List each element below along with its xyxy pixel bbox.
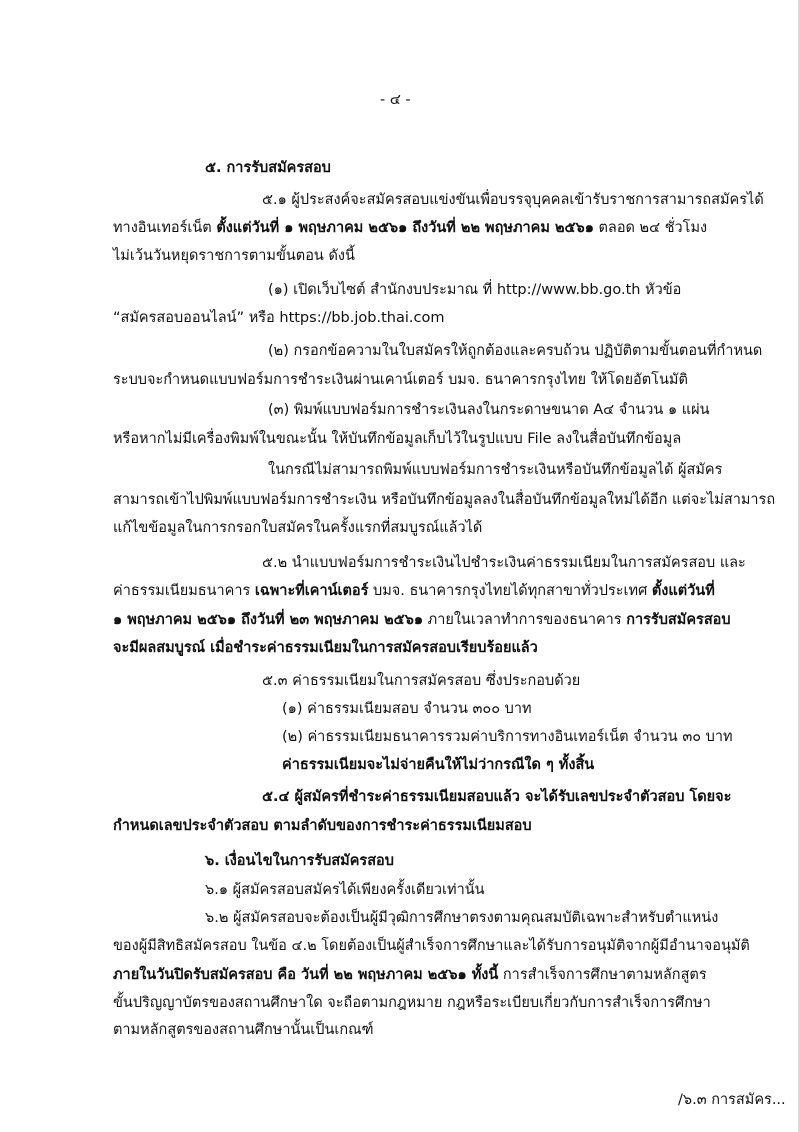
bold-text: จะมีผลสมบูรณ์ เมื่อชำระค่าธรรมเนียมในการสมัครสอบเรียบร้อยแล้ว: [113, 640, 538, 656]
bold-text: ๕. การรับสมัครสอบ: [205, 160, 331, 176]
text-run: ค่าธรรมเนียมธนาคาร: [113, 583, 255, 599]
text-line: [113, 993, 711, 1013]
text-run: การสำเร็จการศึกษาตามหลักสูตร: [498, 967, 707, 983]
text-line: [282, 699, 532, 719]
text-run: (๒) กรอกข้อความในใบสมัครให้ถูกต้องและครบถ้วน ปฏิบัติตามขั้นตอนที่กำหนด: [268, 343, 763, 359]
continuation-note: /๖.๓ การสมัคร...: [678, 1092, 786, 1108]
text-run: (๑) ค่าธรรมเนียมสอบ จำนวน ๓๐๐ บาท: [282, 701, 532, 717]
text-line: [113, 610, 731, 630]
text-line: [262, 671, 580, 691]
text-run: ระบบจะกำหนดแบบฟอร์มการชำระเงินผ่านเคาน์เตอร์ บมจ. ธนาคารกรุงไทย ให้โดยอัตโนมัติ: [113, 372, 688, 388]
text-run: (๓) พิมพ์แบบฟอร์มการชำระเงินลงในกระดาษขนาด A๔ จำนวน ๑ แผ่น: [268, 402, 710, 418]
text-run: แก้ไขข้อมูลในการกรอกใบสมัครในครั้งแรกที่สมบูรณ์แล้วได้: [113, 520, 483, 536]
bold-text: ค่าธรรมเนียมจะไม่จ่ายคืนให้ไม่ว่ากรณีใด ๆ ทั้งสิ้น: [282, 757, 595, 773]
bold-text: ตั้งแต่วันที่: [651, 583, 715, 599]
text-run: ไม่เว้นวันหยุดราชการตามขั้นตอน ดังนี้: [113, 248, 355, 264]
text-line: [262, 787, 731, 807]
text-run: ๕.๑ ผู้ประสงค์จะสมัครสอบแข่งขันเพื่อบรรจุบุคคลเข้ารับราชการสามารถสมัครได้: [262, 192, 764, 208]
text-run: ๖.๑ ผู้สมัครสอบสมัครได้เพียงครั้งเดียวเท่านั้น: [205, 882, 485, 898]
text-line: [205, 880, 485, 900]
text-line: [113, 429, 681, 449]
text-line: [113, 936, 750, 956]
text-run: (๑) เปิดเว็บไซต์ สำนักงบประมาณ ที่ http://www.bb.go.th หัวข้อ: [268, 282, 682, 298]
bold-text: ๕.๔ ผู้สมัครที่ชำระค่าธรรมเนียมสอบแล้ว จะได้รับเลขประจำตัวสอบ โดยจะ: [262, 789, 732, 805]
bold-text: ๖. เงื่อนไขในการรับสมัครสอบ: [205, 853, 394, 869]
bold-text: ตั้งแต่วันที่ ๑ พฤษภาคม ๒๕๖๑ ถึงวันที่ ๒๒ พฤษภาคม ๒๕๖๑: [216, 220, 594, 236]
text-line: [262, 553, 746, 573]
text-run: สามารถเข้าไปพิมพ์แบบฟอร์มการชำระเงิน หรือบันทึกข้อมูลลงในสื่อบันทึกข้อมูลใหม่ได้อีก แต่จะไม่สามารถ: [113, 492, 776, 508]
bold-text: การรับสมัครสอบ: [626, 612, 731, 628]
text-run: หรือหากไม่มีเครื่องพิมพ์ในขณะนั้น ให้บันทึกข้อมูลเก็บไว้ในรูปแบบ File ลงในสื่อบันทึกข้อมูล: [113, 431, 682, 447]
bold-text: กำหนดเลขประจำตัวสอบ ตามลำดับของการชำระค่าธรรมเนียมสอบ: [113, 818, 532, 834]
text-line: [113, 581, 715, 601]
text-line: [262, 190, 764, 210]
section-heading: [205, 158, 331, 178]
text-line: [113, 370, 688, 390]
text-line: [282, 755, 594, 775]
text-run: ๖.๒ ผู้สมัครสอบจะต้องเป็นผู้มีวุฒิการศึกษาตรงตามคุณสมบัติเฉพาะสำหรับตำแหน่ง: [205, 910, 719, 926]
text-run: ตลอด ๒๔ ชั่วโมง: [593, 220, 708, 236]
text-run: ของผู้มีสิทธิสมัครสอบ ในข้อ ๔.๒ โดยต้องเป็นผู้สำเร็จการศึกษาและได้รับการอนุมัติจากผู้มีอำนาจอนุมัติ: [113, 938, 750, 954]
text-line: [113, 638, 538, 658]
text-run: ทางอินเทอร์เน็ต: [113, 220, 217, 236]
text-run: ๕.๒ นำแบบฟอร์มการชำระเงินไปชำระเงินค่าธรรมเนียมในการสมัครสอบ และ: [262, 555, 746, 571]
text-line: [113, 518, 482, 538]
text-run: “สมัครสอบออนไลน์” หรือ https://bb.job.thai.com: [113, 310, 445, 326]
page-number: - ๔ -: [380, 92, 411, 108]
text-run: ตามหลักสูตรของสถานศึกษานั้นเป็นเกณฑ์: [113, 1022, 374, 1038]
text-line: [113, 246, 355, 266]
text-line: [268, 400, 710, 420]
text-run: ภายในเวลาทำการของธนาคาร: [423, 612, 627, 628]
text-run: (๒) ค่าธรรมเนียมธนาคารรวมค่าบริการทางอินเทอร์เน็ต จำนวน ๓๐ บาท: [282, 729, 733, 745]
text-line: [282, 727, 733, 747]
text-line: [113, 308, 444, 328]
bold-text: ภายในวันปิดรับสมัครสอบ คือ วันที่ ๒๒ พฤษภาคม ๒๕๖๑ ทั้งนี้: [113, 967, 499, 983]
text-run: ๕.๓ ค่าธรรมเนียมในการสมัครสอบ ซึ่งประกอบด้วย: [262, 673, 581, 689]
bold-text: เฉพาะที่เคาน์เตอร์: [254, 583, 369, 599]
text-line: [268, 460, 722, 480]
text-run: บมจ. ธนาคารกรุงไทยได้ทุกสาขาทั่วประเทศ: [368, 583, 652, 599]
section-heading: [205, 851, 394, 871]
text-run: ในกรณีไม่สามารถพิมพ์แบบฟอร์มการชำระเงินหรือบันทึกข้อมูลได้ ผู้สมัคร: [268, 462, 723, 478]
text-line: [113, 1020, 374, 1040]
text-run: ขั้นปริญญาบัตรของสถานศึกษาใด จะถือตามกฎหมาย กฎหรือระเบียบเกี่ยวกับการสำเร็จการศึกษา: [113, 995, 711, 1011]
text-line: [113, 816, 532, 836]
text-line: [113, 218, 707, 238]
text-line: [268, 341, 762, 361]
text-line: [113, 965, 707, 985]
text-line: [268, 280, 681, 300]
bold-text: ๑ พฤษภาคม ๒๕๖๑ ถึงวันที่ ๒๓ พฤษภาคม ๒๕๖๑: [113, 612, 424, 628]
text-line: [113, 490, 775, 510]
text-line: [205, 908, 718, 928]
